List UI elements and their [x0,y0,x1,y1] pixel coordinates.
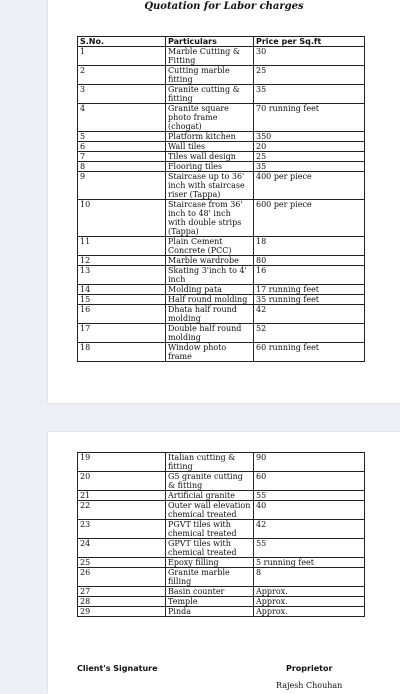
cell-sno: 29 [78,607,166,617]
cell-price: 35 running feet [254,295,365,305]
cell-sno: 3 [78,85,166,104]
cell-price: 70 running feet [254,104,365,132]
table-row [78,491,365,501]
cell-particulars: GPVT tiles with chemical treated [166,539,254,558]
cell-particulars: Staircase up to 36' inch with staircase riser (Tappa) [166,172,254,200]
cell-particulars: Basin counter [166,587,254,597]
table-row [78,607,365,617]
table-row [78,162,365,172]
table-row [78,132,365,142]
table-row [78,587,365,597]
document-title: Quotation for Labor charges [144,1,304,12]
cell-sno: 5 [78,132,166,142]
cell-particulars: Half round molding [166,295,254,305]
table-row [78,305,365,324]
cell-particulars: Granite square photo frame (chogat) [166,104,254,132]
cell-price: 350 [254,132,365,142]
cell-price: 60 [254,472,365,491]
cell-sno: 16 [78,305,166,324]
table-row [78,324,365,343]
proprietor-label: Proprietor [286,664,333,673]
cell-price: 42 [254,520,365,539]
table-row [78,66,365,85]
table-row [78,85,365,104]
labor-charges-table-continued [77,452,365,617]
table-row [78,520,365,539]
table-row [78,343,365,362]
cell-sno: 15 [78,295,166,305]
cell-sno: 27 [78,587,166,597]
cell-particulars: Dhata half round molding [166,305,254,324]
cell-sno: 22 [78,501,166,520]
cell-sno: 20 [78,472,166,491]
cell-sno: 21 [78,491,166,501]
cell-sno: 19 [78,453,166,472]
proprietor-name: Rajesh Chouhan [276,681,343,690]
cell-price: 20 [254,142,365,152]
cell-price: 42 [254,305,365,324]
table-row [78,47,365,66]
cell-particulars: Italian cutting & fitting [166,453,254,472]
cell-particulars: Artificial granite [166,491,254,501]
table-row [78,472,365,491]
cell-sno: 28 [78,597,166,607]
cell-particulars: Pinda [166,607,254,617]
cell-price: 35 [254,85,365,104]
cell-sno: 1 [78,47,166,66]
cell-particulars: Temple [166,597,254,607]
cell-particulars: Staircase from 36' inch to 48' inch with double strips (Tappa) [166,200,254,237]
cell-particulars: Epoxy filling [166,558,254,568]
cell-particulars: Granite marble filling [166,568,254,587]
header-price: Price per Sq.ft [254,37,365,47]
table-row [78,295,365,305]
table-row [78,152,365,162]
cell-particulars: Cutting marble fitting [166,66,254,85]
cell-price: 55 [254,539,365,558]
cell-sno: 6 [78,142,166,152]
table-row [78,285,365,295]
cell-sno: 4 [78,104,166,132]
cell-price: 60 running feet [254,343,365,362]
cell-sno: 13 [78,266,166,285]
cell-particulars: Outer wall elevation chemical treated [166,501,254,520]
cell-sno: 26 [78,568,166,587]
client-signature-label: Client's Signature [77,664,158,673]
cell-particulars: Double half round molding [166,324,254,343]
cell-sno: 25 [78,558,166,568]
cell-sno: 7 [78,152,166,162]
cell-price: 5 running feet [254,558,365,568]
cell-sno: 14 [78,285,166,295]
cell-particulars: Granite cutting & fitting [166,85,254,104]
cell-sno: 12 [78,256,166,266]
table-row [78,237,365,256]
cell-sno: 24 [78,539,166,558]
cell-particulars: Plain Cement Concrete (PCC) [166,237,254,256]
cell-price: 35 [254,162,365,172]
table-row [78,266,365,285]
table-row [78,200,365,237]
cell-price: 40 [254,501,365,520]
cell-price: 600 per piece [254,200,365,237]
cell-particulars: Flooring tiles [166,162,254,172]
table-header-row [78,37,365,47]
table-row [78,142,365,152]
table-row [78,568,365,587]
cell-sno: 11 [78,237,166,256]
cell-particulars: Platform kitchen [166,132,254,142]
cell-particulars: Window photo frame [166,343,254,362]
cell-price: 90 [254,453,365,472]
table-row [78,453,365,472]
table-row [78,558,365,568]
table-row [78,539,365,558]
labor-charges-table [77,36,365,362]
cell-price: Approx. [254,587,365,597]
cell-sno: 23 [78,520,166,539]
cell-price: Approx. [254,597,365,607]
cell-sno: 17 [78,324,166,343]
cell-particulars: Molding pata [166,285,254,295]
document-page-2 [48,432,400,694]
cell-particulars: Wall tiles [166,142,254,152]
cell-sno: 9 [78,172,166,200]
table-row [78,104,365,132]
cell-particulars: PGVT tiles with chemical treated [166,520,254,539]
header-particulars: Particulars [166,37,254,47]
cell-particulars: Tiles wall design [166,152,254,162]
document-page-1 [48,0,400,403]
cell-price: 80 [254,256,365,266]
cell-price: 8 [254,568,365,587]
cell-price: 400 per piece [254,172,365,200]
cell-price: 18 [254,237,365,256]
cell-particulars: Marble wardrobe [166,256,254,266]
cell-sno: 2 [78,66,166,85]
header-sno: S.No. [78,37,166,47]
cell-particulars: Marble Cutting & Fitting [166,47,254,66]
cell-price: 25 [254,152,365,162]
table-row [78,501,365,520]
cell-price: 55 [254,491,365,501]
cell-sno: 18 [78,343,166,362]
cell-price: 25 [254,66,365,85]
cell-sno: 8 [78,162,166,172]
cell-particulars: G5 granite cutting & fitting [166,472,254,491]
cell-price: 16 [254,266,365,285]
cell-price: Approx. [254,607,365,617]
cell-price: 52 [254,324,365,343]
cell-sno: 10 [78,200,166,237]
table-row [78,172,365,200]
cell-particulars: Skating 3'inch to 4' inch [166,266,254,285]
cell-price: 17 running feet [254,285,365,295]
cell-price: 30 [254,47,365,66]
table-row [78,597,365,607]
table-row [78,256,365,266]
